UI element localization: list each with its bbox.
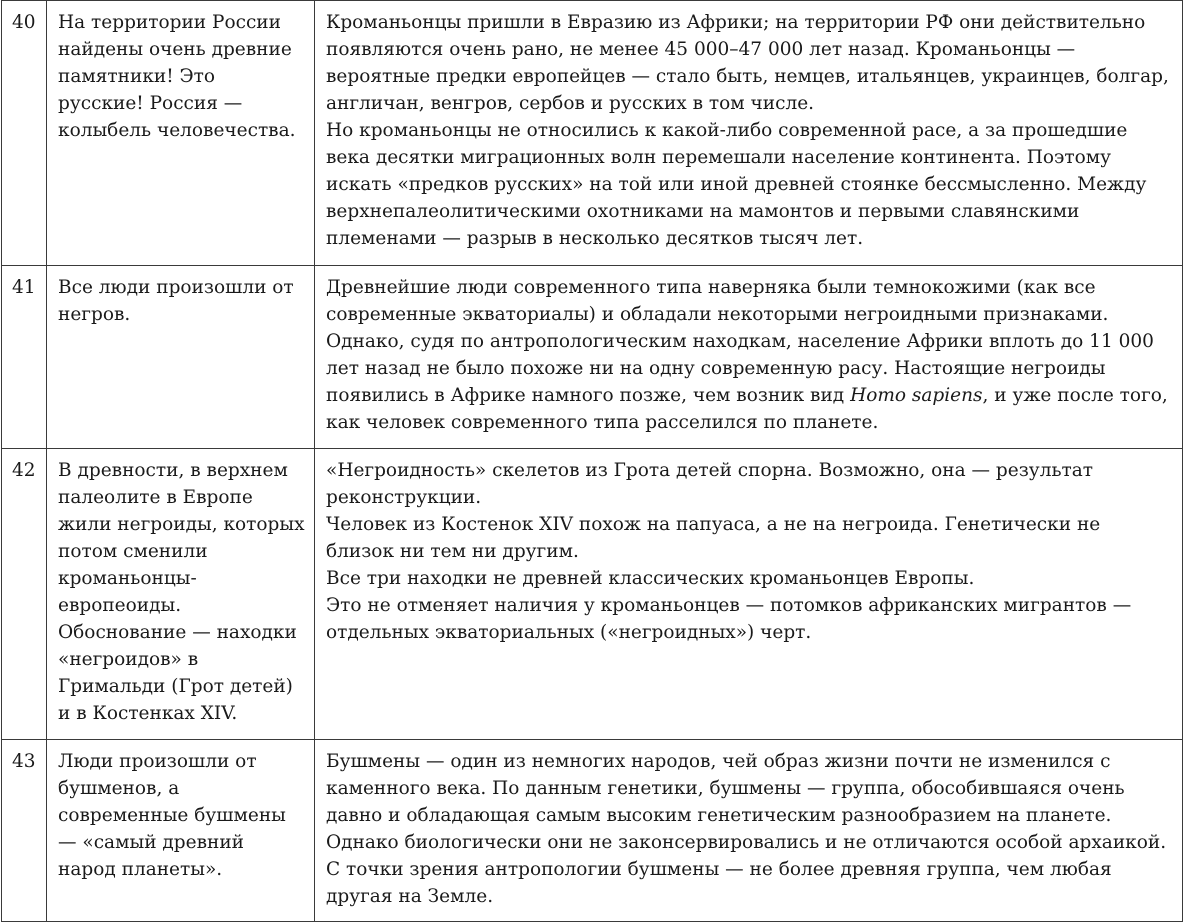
response-paragraph: Все три находки не древней классических кроманьонцев Европы. [326,568,975,589]
response-paragraph: Кроманьонцы пришли в Евразию из Африки; на территории РФ они действительно появляются очень рано, не менее 45 000–47 000 лет назад. Кроманьонцы — вероятные предки европейцев — стало быть, немцев, итальянцев, украинцев, болгар, англичан, венгров, сербов и русских в том числе. [326,12,1169,114]
response-paragraph: Это не отменяет наличия у кроманьонцев — потомков африканских мигрантов — отдельных экваториальных («негроидных») черт. [326,595,1132,643]
species-name: Homo sapiens [850,385,983,406]
response-cell [315,1,1183,266]
row-number: 42 [2,449,47,740]
response-paragraph: Но кроманьонцы не относились к какой-либо современной расе, а за прошедшие века десятки миграционных волн перемешали население континента. Поэтому искать «предков русских» на той или иной древней стоянке бессмысленно. Между верхнепалеолитическими охотниками на мамонтов и первыми славянскими племенами — разрыв в несколько десятков тысяч лет. [326,120,1147,249]
table-row [2,1,1183,266]
row-number: 41 [2,266,47,449]
table-row [2,449,1183,740]
response-paragraph: Человек из Костенок XIV похож на папуаса, а не на негроида. Генетически не близок ни тем ни другим. [326,514,1101,562]
table-row [2,740,1183,922]
response-cell [315,449,1183,740]
response-cell [315,266,1183,449]
row-number: 43 [2,740,47,922]
myth-text: Люди произошли от бушменов, а современные бушмены — «самый древний народ планеты». [47,740,315,922]
response-paragraph [326,328,1172,436]
response-paragraph: Однако биологически они не законсервировались и не отличаются особой архаикой. С точки зрения антропологии бушмены — не более древняя группа, чем любая другая на Земле. [326,832,1167,907]
response-cell [315,740,1183,922]
myth-text: Все люди произошли от негров. [47,266,315,449]
table-row [2,266,1183,449]
response-text: Однако, судя по антропологическим находкам, население Африки вплоть до 11 000 лет назад не было похоже ни на одну современную расу. Настоящие негроиды появились в Африке намного позже, чем возник вид [326,331,1154,406]
row-number: 40 [2,1,47,266]
myths-table [1,0,1183,922]
response-paragraph: Бушмены — один из немногих народов, чей образ жизни почти не изменился с каменного века. По данным генетики, бушмены — группа, обособившаяся очень давно и обладающая самым высоким генетическим разнообразием на планете. [326,751,1125,826]
myth-text: На территории России найдены очень древние памятники! Это русские! Россия — колыбель человечества. [47,1,315,266]
response-paragraph: «Негроидность» скелетов из Грота детей спорна. Возможно, она — результат реконструкции. [326,460,1094,508]
response-paragraph: Древнейшие люди современного типа наверняка были темнокожими (как все современные экваториалы) и обладали некоторыми негроидными признаками. [326,277,1109,325]
myth-text: В древности, в верхнем палеолите в Европе жили негроиды, которых потом сменили кроманьонцы-европеоиды. Обоснование — находки «негроидов» в Гримальди (Грот детей) и в Костенках XIV. [47,449,315,740]
response-text: , и уже после того, как человек современного типа расселился по планете. [326,385,1168,433]
